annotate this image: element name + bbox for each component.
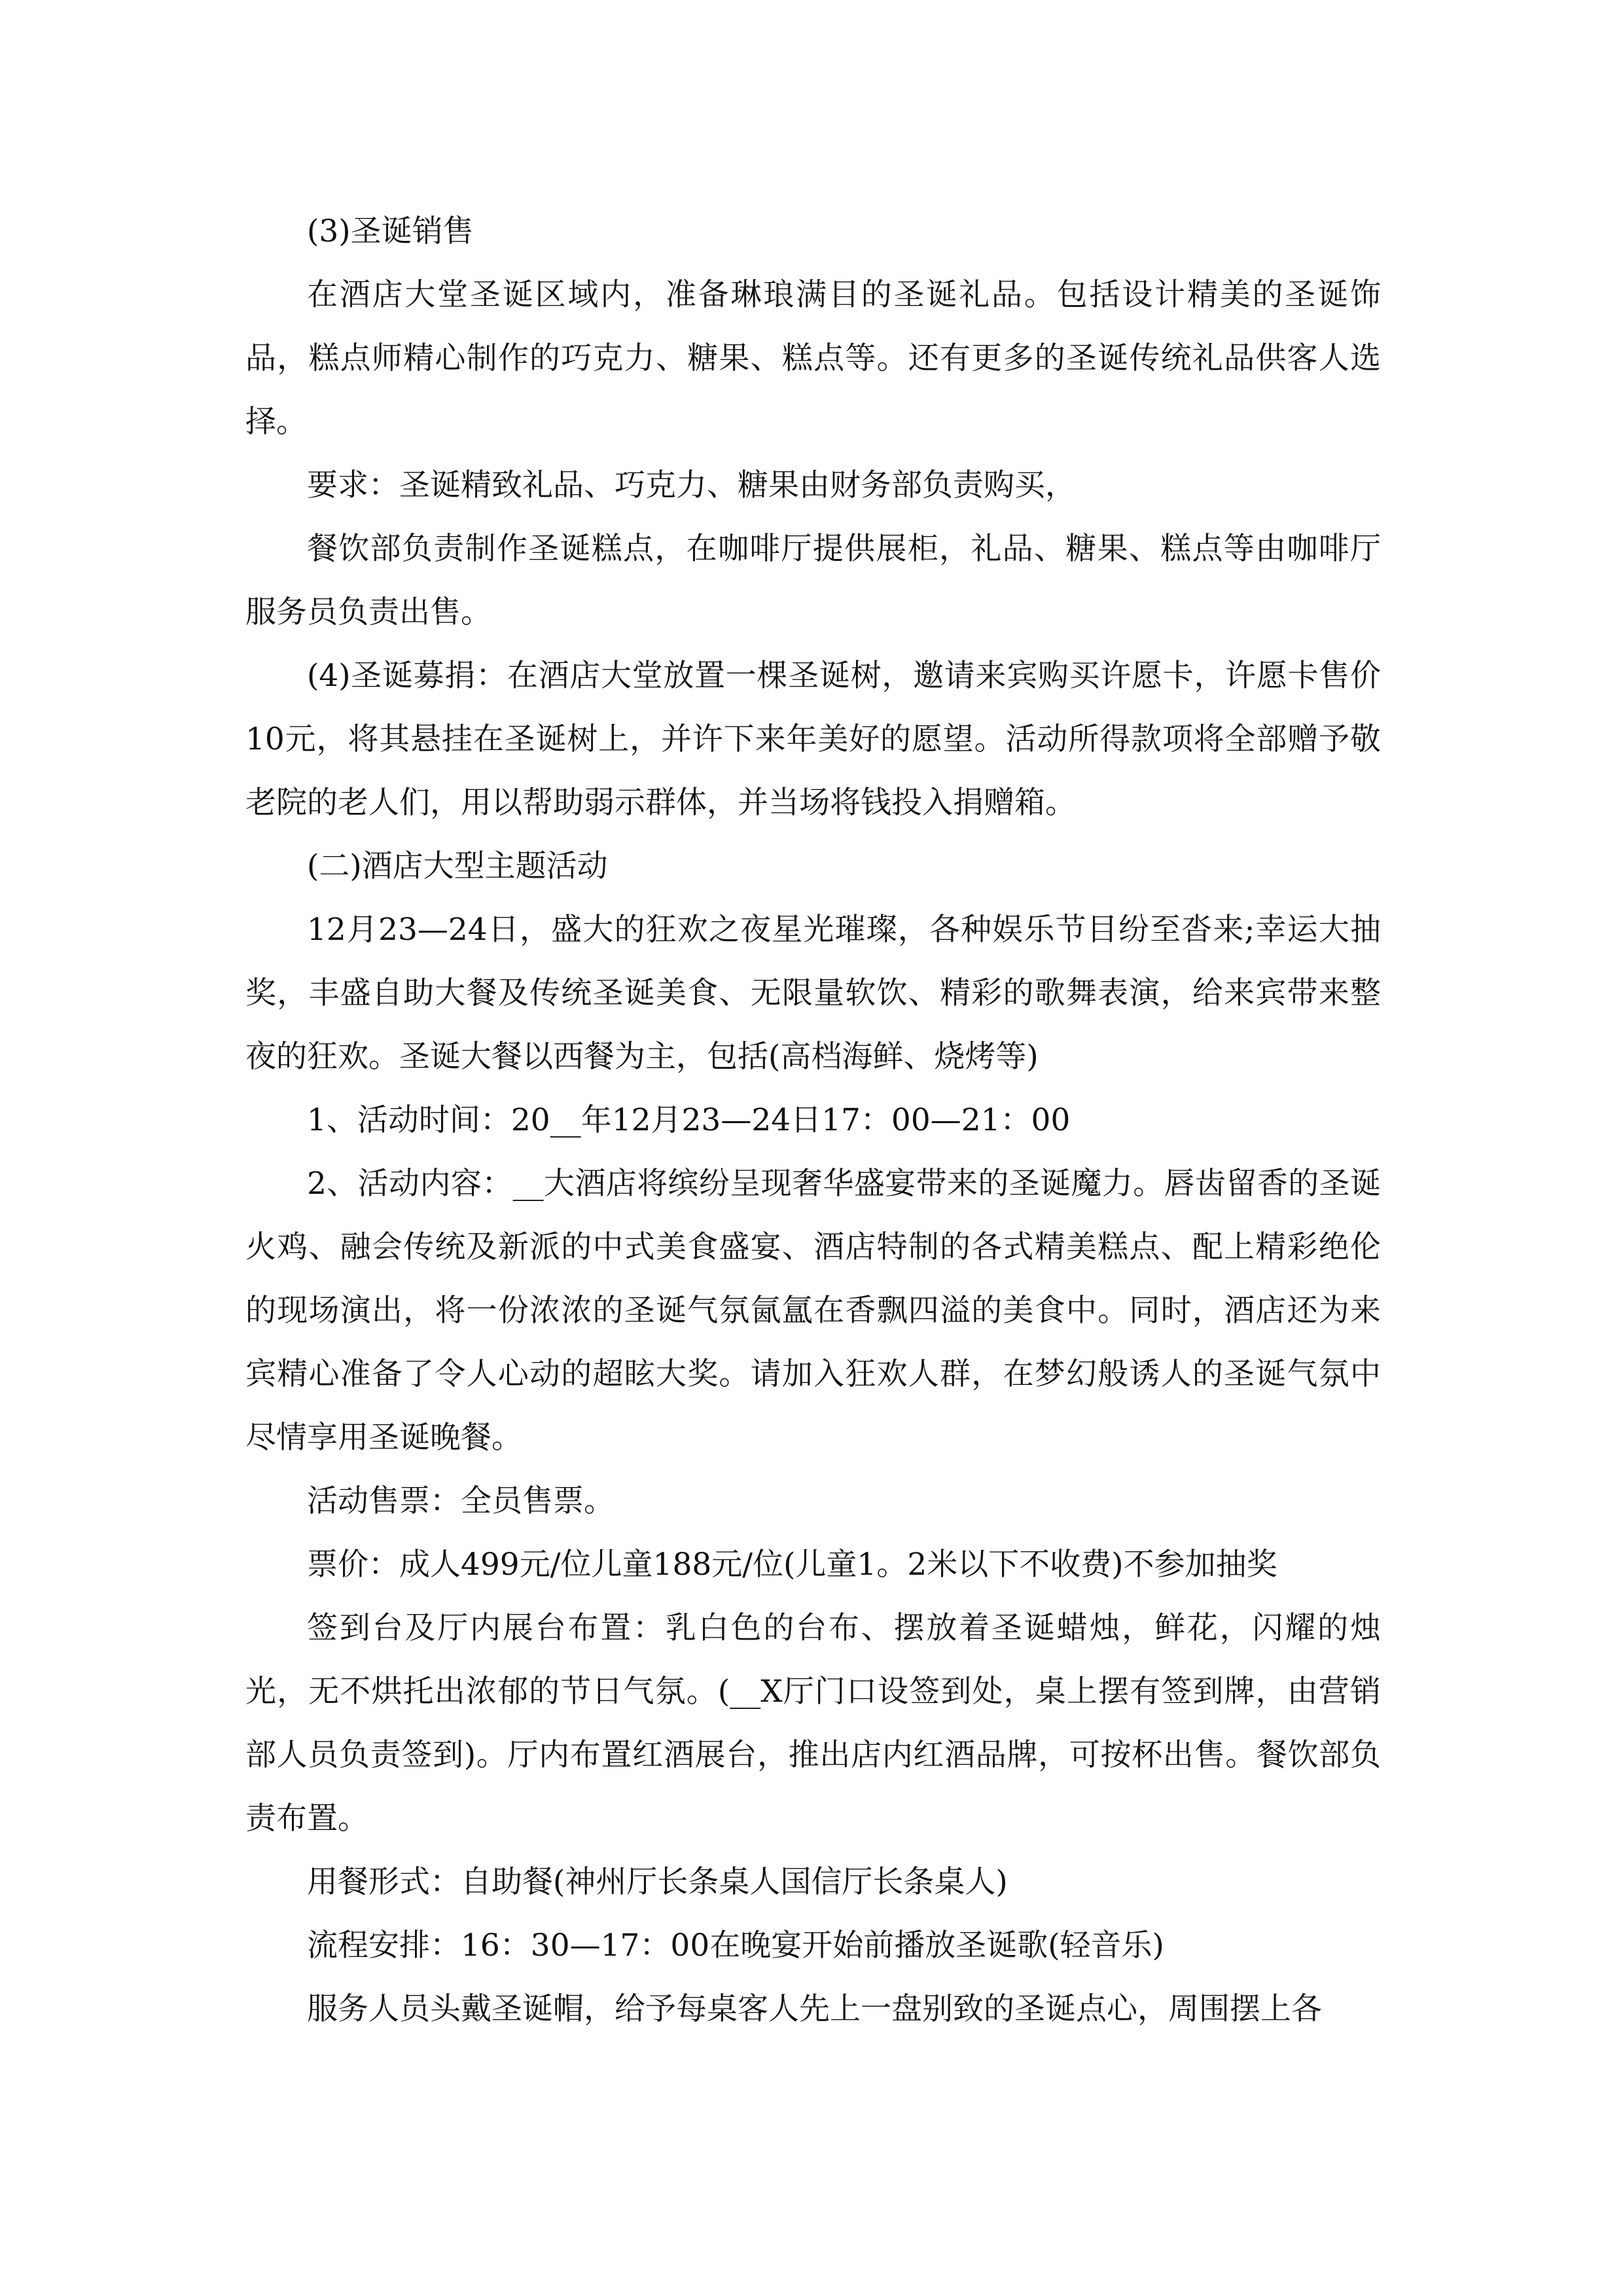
paragraph-purchase-requirement: 要求：圣诞精致礼品、巧克力、糖果由财务部负责购买，	[307, 467, 1076, 503]
paragraph-christmas-gifts: 在酒店大堂圣诞区域内，准备琳琅满目的圣诞礼品。包括设计精美的圣诞饰品，糕点师精心制作的巧克力、糖果、糕点等。还有更多的圣诞传统礼品供客人选择。	[245, 277, 1381, 440]
paragraph-carnival-night: 12月23—24日，盛大的狂欢之夜星光璀璨，各种娱乐节目纷至沓来;幸运大抽奖，丰盛自助大餐及传统圣诞美食、无限量软饮、精彩的歌舞表演，给来宾带来整夜的狂欢。圣诞大餐以西餐为主，包括(高档海鲜、烧烤等)	[245, 912, 1381, 1075]
paragraph-christmas-donation: (4)圣诞募捐：在酒店大堂放置一棵圣诞树，邀请来宾购买许愿卡，许愿卡售价10元，将其悬挂在圣诞树上，并许下来年美好的愿望。活动所得款项将全部赠予敬老院的老人们，用以帮助弱示群体，并当场将钱投入捐赠箱。	[245, 658, 1381, 821]
document-body	[245, 200, 1381, 2041]
paragraph-christmas-sales-heading: (3)圣诞销售	[307, 213, 474, 249]
paragraph-catering-department: 餐饮部负责制作圣诞糕点，在咖啡厅提供展柜，礼品、糖果、糕点等由咖啡厅服务员负责出售。	[245, 531, 1381, 630]
paragraph-ticket-price: 票价：成人499元/位儿童188元/位(儿童1。2米以下不收费)不参加抽奖	[307, 1547, 1277, 1583]
paragraph-schedule: 流程安排：16：30—17：00在晚宴开始前播放圣诞歌(轻音乐)	[307, 1928, 1164, 1964]
paragraph-event-time: 1、活动时间：20__年12月23—24日17：00—21：00	[307, 1102, 1071, 1138]
paragraph-ticket-sales: 活动售票：全员售票。	[307, 1483, 615, 1519]
paragraph-signin-decoration: 签到台及厅内展台布置：乳白色的台布、摆放着圣诞蜡烛，鲜花，闪耀的烛光，无不烘托出浓郁的节日气氛。(__X厅门口设签到处，桌上摆有签到牌，由营销部人员负责签到)。厅内布置红酒展台，推出店内红酒品牌，可按杯出售。餐饮部负责布置。	[245, 1610, 1381, 1837]
paragraph-theme-event-heading: (二)酒店大型主题活动	[307, 848, 608, 884]
paragraph-event-content: 2、活动内容：__大酒店将缤纷呈现奢华盛宴带来的圣诞魔力。唇齿留香的圣诞火鸡、融会传统及新派的中式美食盛宴、酒店特制的各式精美糕点、配上精彩绝伦的现场演出，将一份浓浓的圣诞气氛氤氲在香飘四溢的美食中。同时，酒店还为来宾精心准备了令人心动的超眩大奖。请加入狂欢人群，在梦幻般诱人的圣诞气氛中尽情享用圣诞晚餐。	[245, 1166, 1381, 1456]
paragraph-service-staff: 服务人员头戴圣诞帽，给予每桌客人先上一盘别致的圣诞点心，周围摆上各	[307, 1991, 1322, 2027]
paragraph-dining-format: 用餐形式：自助餐(神州厅长条桌人国信厅长条桌人)	[307, 1864, 1008, 1900]
